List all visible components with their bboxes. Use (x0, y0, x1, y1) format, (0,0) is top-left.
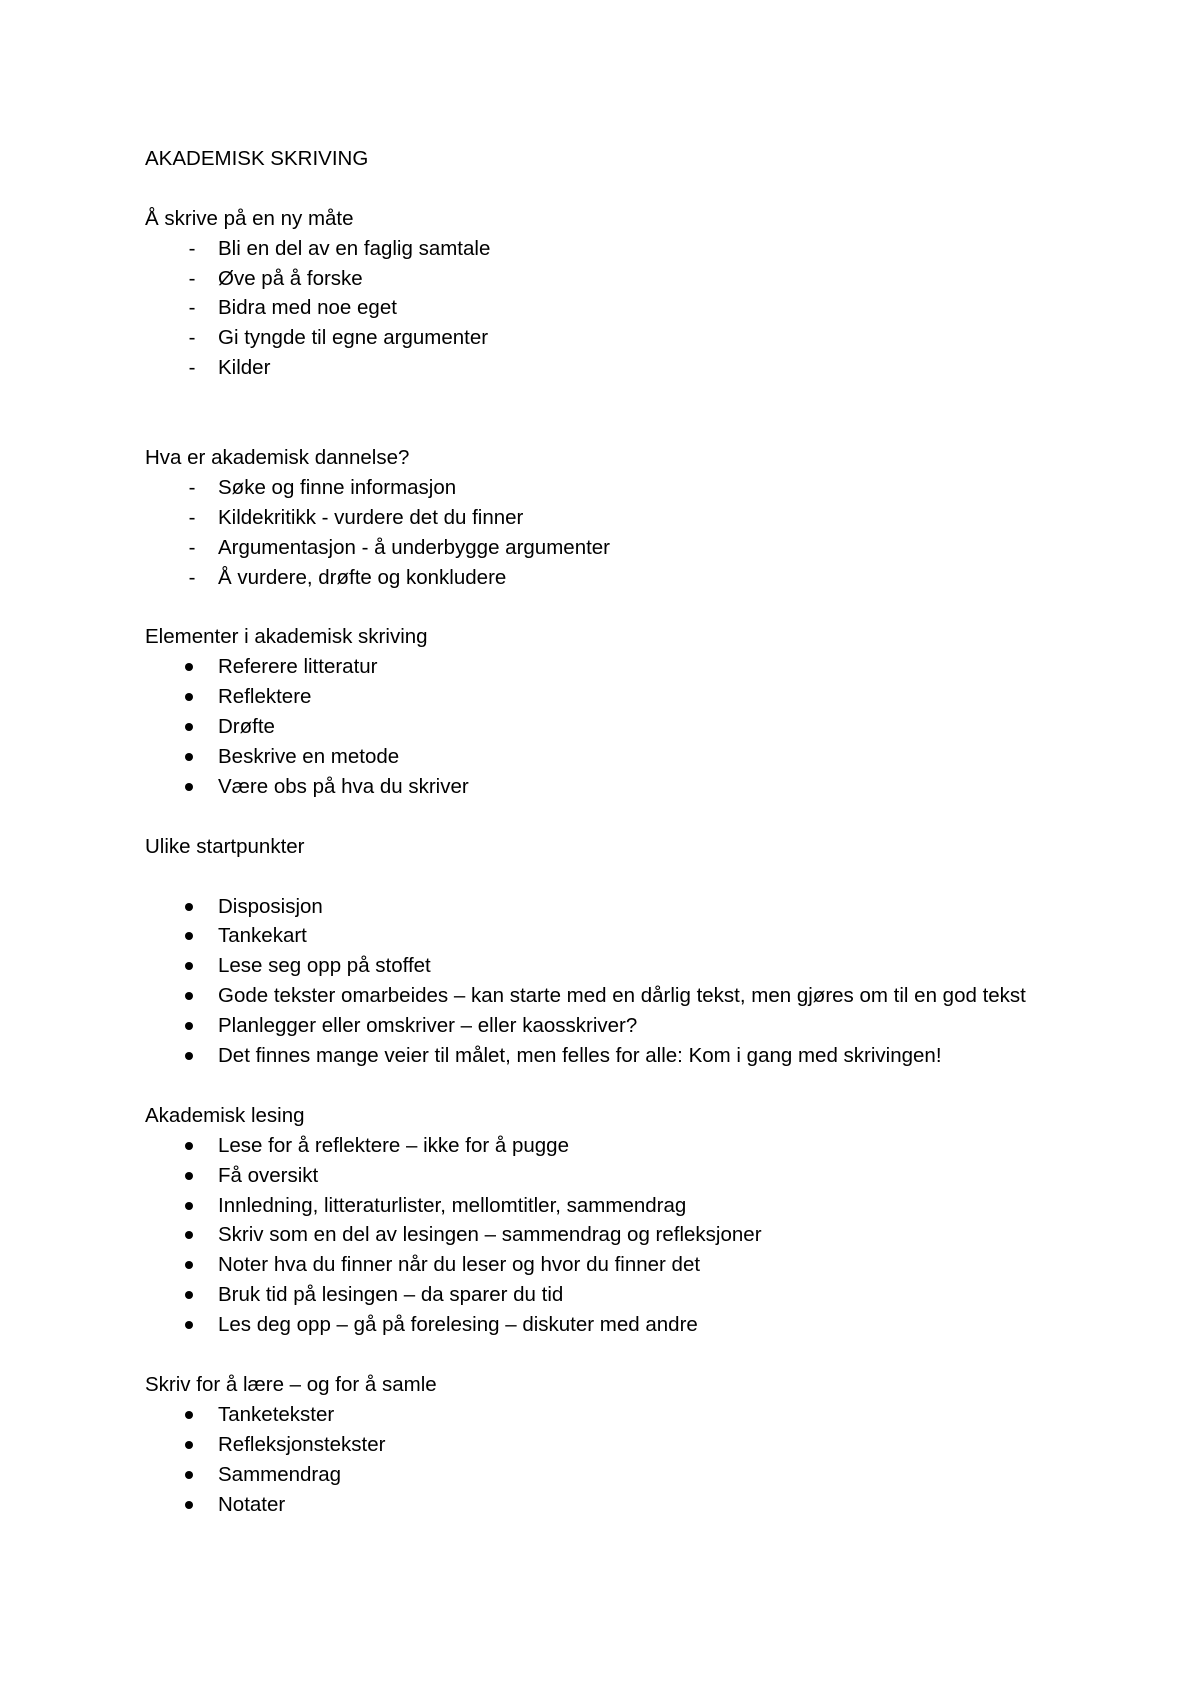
list-item (145, 1280, 1065, 1310)
list-item (145, 1310, 1065, 1340)
section-heading: Akademisk lesing (145, 1103, 305, 1127)
list-item-text: Bruk tid på lesingen – da sparer du tid (218, 1283, 564, 1307)
bullet-icon (185, 962, 193, 970)
list-item-text: Noter hva du finner når du leser og hvor du finner det (218, 1253, 701, 1277)
list-item (145, 652, 1065, 682)
list-item (145, 1220, 1065, 1250)
spacer (145, 1340, 1065, 1370)
dash-marker: - (188, 565, 196, 589)
section-heading: Elementer i akademisk skriving (145, 625, 428, 649)
list-item-text: Gi tyngde til egne argumenter (218, 326, 489, 350)
spacer (145, 802, 1065, 832)
list-item-text: Kildekritikk - vurdere det du finner (218, 505, 524, 529)
list-item-text: Planlegger eller omskriver – eller kaosskriver? (218, 1014, 638, 1038)
list-item (145, 264, 1065, 294)
list-item-text: Lese for å reflektere – ikke for å pugge (218, 1133, 569, 1157)
list-item-text: Disposisjon (218, 894, 323, 918)
list-item-text: Argumentasjon - å underbygge argumenter (218, 535, 611, 559)
list-item-text: Drøfte (218, 715, 275, 739)
list-item (145, 473, 1065, 503)
list-item-text: Bidra med noe eget (218, 296, 397, 320)
list-item-text: Skriv som en del av lesingen – sammendrag og refleksjoner (218, 1223, 762, 1247)
bullet-icon (185, 1022, 193, 1030)
list-item-text: Referere litteratur (218, 655, 378, 679)
bullet-icon (185, 693, 193, 701)
dash-marker: - (188, 356, 196, 380)
list-item-text: Søke og finne informasjon (218, 475, 457, 499)
list-item-text: Notater (218, 1492, 286, 1516)
bullet-icon (185, 663, 193, 671)
list-item (145, 951, 1065, 981)
list-item-text: Tanketekster (218, 1402, 335, 1426)
list-item (145, 1490, 1065, 1520)
list-item (145, 712, 1065, 742)
section-heading: Ulike startpunkter (145, 834, 305, 858)
list-item (145, 772, 1065, 802)
list-item-text: Innledning, litteraturlister, mellomtitler, sammendrag (218, 1193, 687, 1217)
section-heading: Skriv for å lære – og for å samle (145, 1372, 437, 1396)
dash-marker: - (188, 266, 196, 290)
bullet-icon (185, 1321, 193, 1329)
list-item (145, 503, 1065, 533)
list-item-text: Kilder (218, 356, 271, 380)
bullet-list (145, 1400, 1065, 1520)
list-item-text: Øve på å forske (218, 266, 363, 290)
dash-marker: - (188, 296, 196, 320)
document-title: AKADEMISK SKRIVING (145, 147, 369, 170)
list-item-text: Reflektere (218, 685, 312, 709)
list-item (145, 1250, 1065, 1280)
list-item-text: Sammendrag (218, 1462, 342, 1486)
bullet-icon (185, 1052, 193, 1060)
bullet-icon (185, 1471, 193, 1479)
list-item (145, 892, 1065, 922)
list-item (145, 1041, 1065, 1071)
bullet-icon (185, 723, 193, 731)
list-item (145, 353, 1065, 383)
bullet-icon (185, 1142, 193, 1150)
list-item (145, 742, 1065, 772)
list-item (145, 1191, 1065, 1221)
bullet-icon (185, 1261, 193, 1269)
spacer (145, 1071, 1065, 1101)
list-item (145, 921, 1065, 951)
bullet-icon (185, 1231, 193, 1239)
bullet-list (145, 1131, 1065, 1340)
list-item (145, 323, 1065, 353)
list-item-text: Refleksjonstekster (218, 1432, 386, 1456)
list-item (145, 1131, 1065, 1161)
bullet-list (145, 892, 1065, 1071)
section-heading: Hva er akademisk dannelse? (145, 446, 410, 469)
dash-marker: - (188, 505, 196, 529)
list-item (145, 1430, 1065, 1460)
section-heading: Å skrive på en ny måte (145, 206, 354, 230)
list-item-text: Få oversikt (218, 1163, 319, 1187)
dash-list (145, 234, 1065, 384)
bullet-icon (185, 1172, 193, 1180)
bullet-list (145, 652, 1065, 802)
list-item (145, 1400, 1065, 1430)
bullet-icon (185, 1411, 193, 1419)
spacer (145, 383, 1065, 443)
list-item-text: Gode tekster omarbeides – kan starte med en dårlig tekst, men gjøres om til en god tekst (218, 984, 1026, 1008)
list-item (145, 1460, 1065, 1490)
dash-list (145, 473, 1065, 593)
list-item-text: Lese seg opp på stoffet (218, 954, 431, 978)
bullet-icon (185, 753, 193, 761)
dash-marker: - (188, 535, 196, 559)
dash-marker: - (188, 326, 196, 350)
spacer (145, 593, 1065, 623)
bullet-icon (185, 992, 193, 1000)
spacer (145, 862, 1065, 892)
list-item (145, 981, 1065, 1011)
bullet-icon (185, 1441, 193, 1449)
bullet-icon (185, 783, 193, 791)
bullet-icon (185, 903, 193, 911)
list-item (145, 1011, 1065, 1041)
document-page (145, 144, 1065, 1519)
list-item (145, 533, 1065, 563)
bullet-icon (185, 1202, 193, 1210)
list-item-text: Bli en del av en faglig samtale (218, 236, 491, 260)
list-item-text: Å vurdere, drøfte og konkludere (218, 565, 507, 589)
list-item-text: Det finnes mange veier til målet, men felles for alle: Kom i gang med skrivingen! (218, 1044, 942, 1068)
dash-marker: - (188, 475, 196, 499)
bullet-icon (185, 1291, 193, 1299)
bullet-icon (185, 1501, 193, 1509)
list-item-text: Beskrive en metode (218, 745, 400, 769)
dash-marker: - (188, 236, 196, 260)
list-item (145, 682, 1065, 712)
list-item (145, 1161, 1065, 1191)
list-item (145, 234, 1065, 264)
list-item (145, 293, 1065, 323)
list-item (145, 563, 1065, 593)
list-item-text: Være obs på hva du skriver (218, 774, 469, 798)
bullet-icon (185, 932, 193, 940)
list-item-text: Tankekart (218, 924, 307, 948)
list-item-text: Les deg opp – gå på forelesing – diskuter med andre (218, 1313, 698, 1337)
